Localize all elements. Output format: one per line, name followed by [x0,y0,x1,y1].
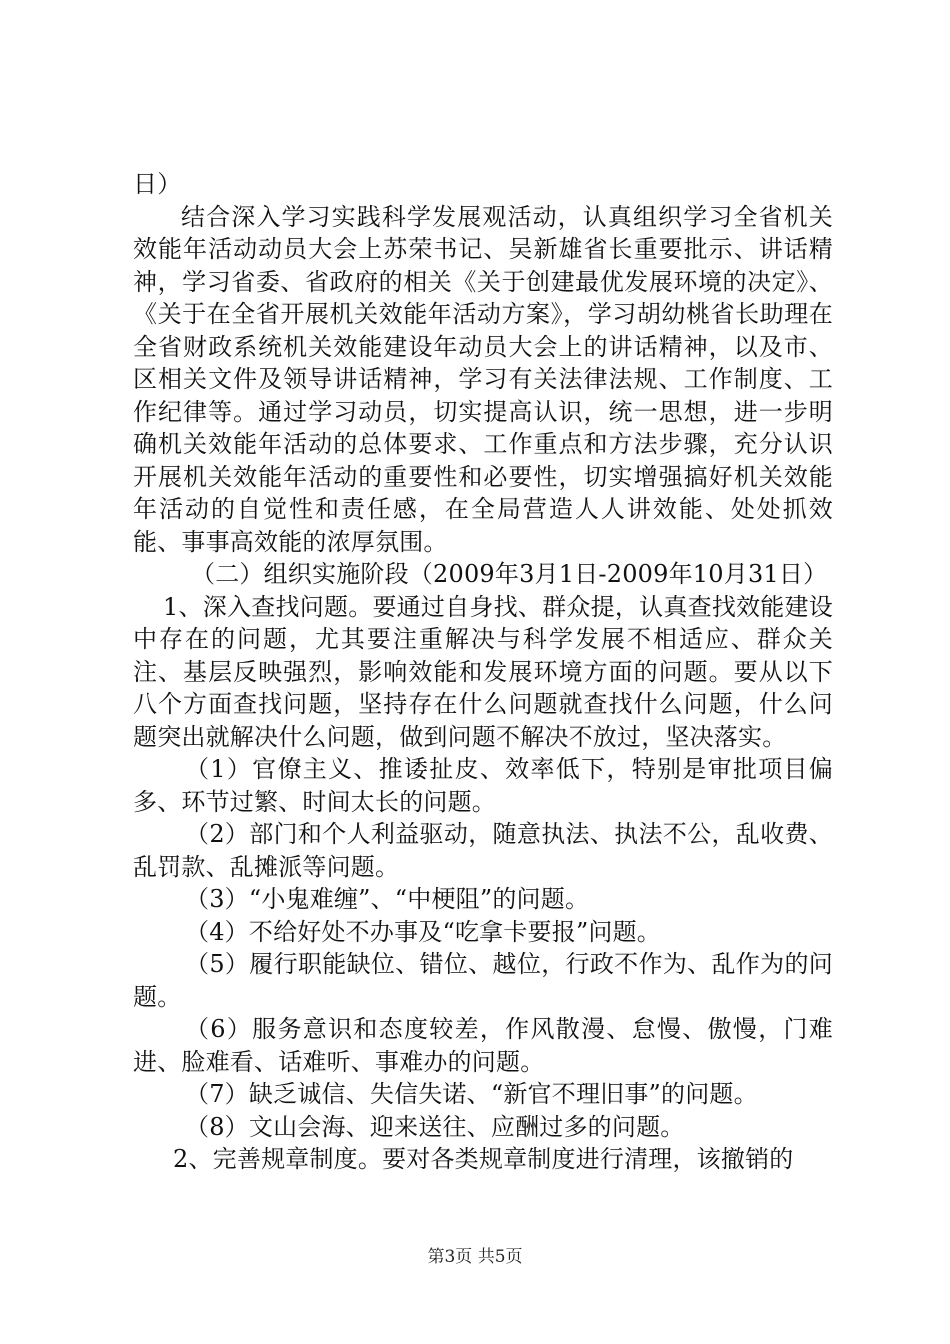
list-item-7: （7）缺乏诚信、失信失诺、“新官不理旧事”的问题。 [185,1080,758,1108]
document-body [133,168,833,1176]
paragraph-phase-two-heading: （二）组织实施阶段（2009年3月1日-2009年10月31日） [191,560,828,588]
list-item-1: （1）官僚主义、推诿扯皮、效率低下，特别是审批项目偏多、环节过繁、时间太长的问题。 [133,755,833,816]
paragraph-find-problems: 1、深入查找问题。要通过自身找、群众提，认真查找效能建设中存在的问题，尤其要注重解决与科学发展不相适应、群众关注、基层反映强烈，影响效能和发展环境方面的问题。要从以下八个方面查找问题，坚持存在什么问题就查找什么问题，什么问题突出就解决什么问题，做到问题不解决不放过，坚决落实。 [133,592,833,751]
list-item-8: （8）文山会海、迎来送往、应酬过多的问题。 [185,1112,685,1141]
paragraph-study-mobilization: 结合深入学习实践科学发展观活动，认真组织学习全省机关效能年活动动员大会上苏荣书记、吴新雄省长重要批示、讲话精神，学习省委、省政府的相关《关于创建最优发展环境的决定》、《关于在全省开展机关效能年活动方案》，学习胡幼桃省长助理在全省财政系统机关效能建设年动员大会上的讲话精神，以及市、区相关文件及领导讲话精神，学习有关法律法规、工作制度、工作纪律等。通过学习动员，切实提高认识，统一思想，进一步明确机关效能年活动的总体要求、工作重点和方法步骤，充分认识开展机关效能年活动的重要性和必要性，切实增强搞好机关效能年活动的自觉性和责任感，在全局营造人人讲效能、处处抓效能、事事高效能的浓厚氛围。 [133,202,833,556]
list-item-3: （3）“小鬼难缠”、“中梗阻”的问题。 [185,885,590,913]
list-item-2: （2）部门和个人利益驱动，随意执法、执法不公，乱收费、乱罚款、乱摊派等问题。 [133,820,833,881]
list-item-4: （4）不给好处不办事及“吃拿卡要报”问题。 [185,917,662,946]
page-number-footer: 第3页 共5页 [427,1247,523,1267]
list-item-6: （6）服务意识和态度较差，作风散漫、怠慢、傲慢，门难进、脸难看、话难听、事难办的问题。 [133,1015,833,1076]
paragraph-date-tail: 日） [133,170,182,198]
list-item-5: （5）履行职能缺位、错位、越位，行政不作为、乱作为的问题。 [133,950,833,1011]
paragraph-improve-rules: 2、完善规章制度。要对各类规章制度进行清理，该撤销的 [173,1145,794,1173]
